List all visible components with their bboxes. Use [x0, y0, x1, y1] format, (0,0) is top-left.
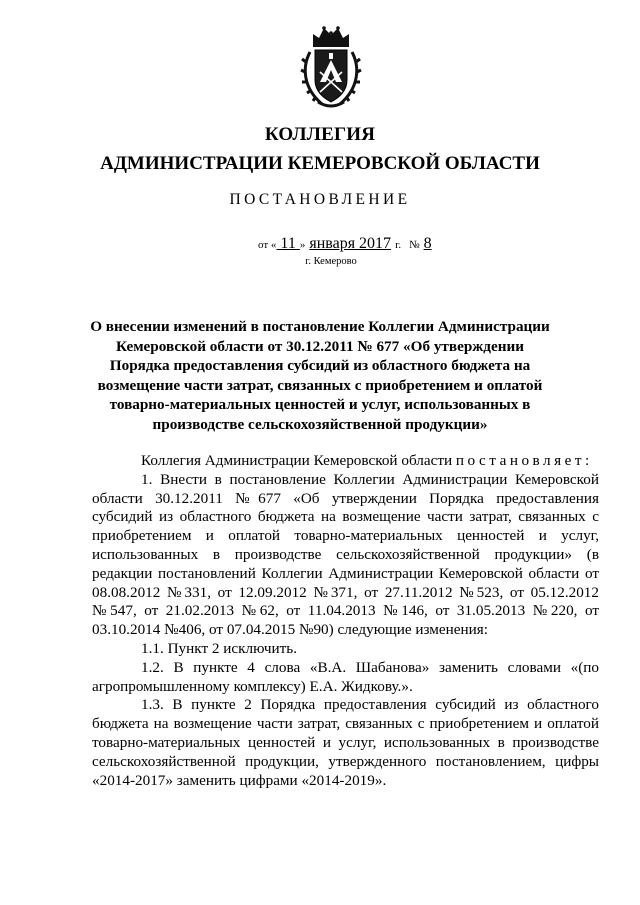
- document-body: [92, 452, 599, 790]
- coat-of-arms-icon: [300, 22, 362, 110]
- city: г. Кемерово: [305, 256, 357, 267]
- paragraph-1: 1. Внести в постановление Коллегии Администрации Кемеровской области 30.12.2011 №677 «Об утверждении Порядка предоставления субсидий из областного бюджета на возмещение части затрат, связанных с приобретением и оплатой товарно-материальных ценностей и услуг, использованных в производстве сельскохозяйственной продукции» (в редакции постановлений Коллегии Администрации Кемеровской области от 08.08.2012 №331, от 12.09.2012 №371, от 27.11.2012 №523, от 05.12.2012 №547, от 21.02.2013 №62, от 11.04.2013 №146, от 31.05.2013 №220, от 03.10.2014 №406, от 07.04.2015 №90) следующие изменения:: [92, 470, 599, 639]
- org-name-line2: АДМИНИСТРАЦИИ КЕМЕРОВСКОЙ ОБЛАСТИ: [100, 153, 540, 174]
- paragraph-1-1: 1.1. Пункт 2 исключить.: [141, 639, 297, 657]
- document-number: 8: [423, 235, 432, 252]
- date-month-year: января 2017: [309, 235, 392, 252]
- document-title: О внесении изменений в постановление Коллегии Администрации Кемеровской области от 30.12.2011 № 677 «Об утверждении Порядка предоставления субсидий из областного бюджета на возмещение части затрат, связанных с приобретением и оплатой товарно-материальных ценностей и услуг, использованных в производстве сельскохозяйственной продукции»: [90, 318, 550, 433]
- date-mid: »: [299, 239, 306, 251]
- date-year-suffix: г.: [395, 239, 402, 251]
- paragraph-1-2: 1.2. В пункте 4 слова «В.А. Шабанова» заменить словами «(по агропромышленному комплексу) Е.А. Жидкову.».: [92, 658, 599, 695]
- number-label: №: [409, 239, 420, 251]
- paragraph-1-3: 1.3. В пункте 2 Порядка предоставления субсидий из областного бюджета на возмещение части затрат, связанных с приобретением и оплатой товарно-материальных ценностей и услуг, использованных в производстве сельскохозяйственной продукции, утвержденного постановлением, цифры «2014-2017» заменить цифрами «2014-2019».: [92, 696, 599, 789]
- date-prefix: от «: [258, 239, 277, 251]
- date-line: [258, 235, 432, 253]
- org-name-line1: КОЛЛЕГИЯ: [264, 124, 376, 145]
- document-type: ПОСТАНОВЛЕНИЕ: [229, 191, 411, 208]
- intro-paragraph: Коллегия Администрации Кемеровской области постановляет:: [141, 452, 593, 469]
- date-day: 11: [280, 235, 296, 252]
